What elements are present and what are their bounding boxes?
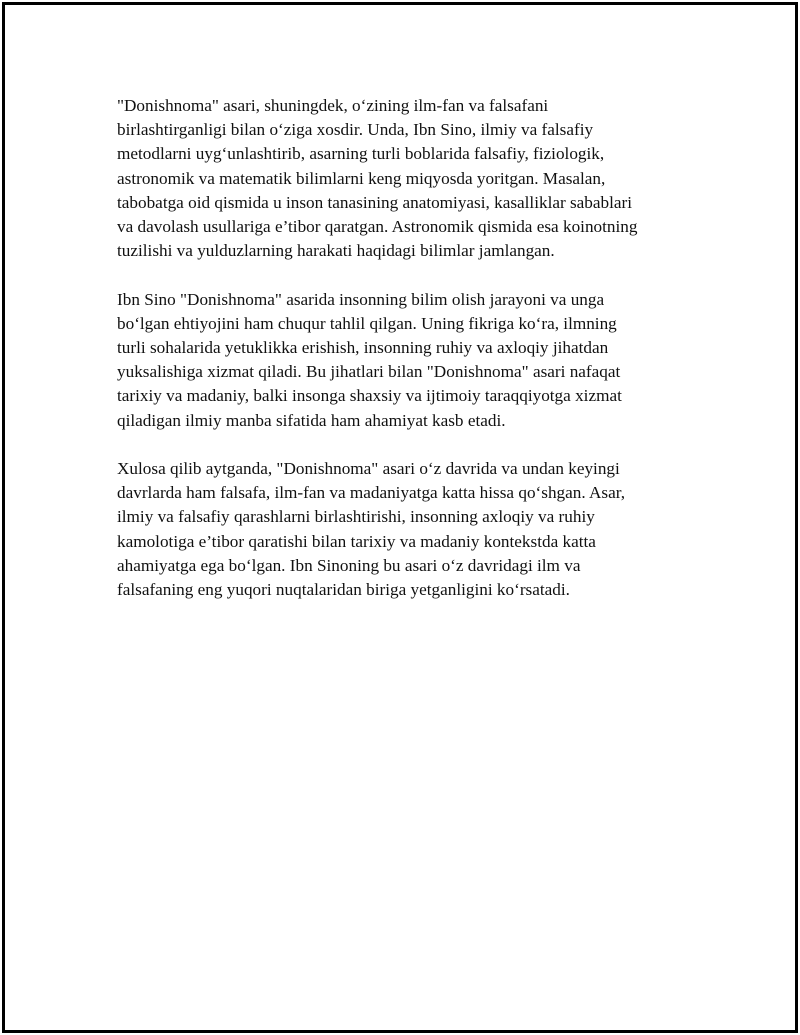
document-body bbox=[117, 94, 687, 626]
text-line: yuksalishiga xizmat qiladi. Bu jihatlari bilan "Donishnoma" asari nafaqat bbox=[117, 362, 621, 382]
text-line: kamolotiga e’tibor qaratishi bilan tarixiy va madaniy kontekstda katta bbox=[117, 531, 596, 551]
text-line: Xulosa qilib aytganda, "Donishnoma" asari o‘z davrida va undan keyingi bbox=[117, 459, 620, 479]
text-line: davrlarda ham falsafa, ilm-fan va madaniyatga katta hissa qo‘shgan. Asar, bbox=[117, 483, 626, 503]
text-line: ilmiy va falsafiy qarashlarni birlashtirishi, insonning axloqiy va ruhiy bbox=[117, 507, 595, 527]
text-line: tabobatga oid qismida u inson tanasining anatomiyasi, kasalliklar sabablari bbox=[117, 192, 633, 212]
paragraph-3 bbox=[117, 457, 687, 602]
text-line: ahamiyatga ega bo‘lgan. Ibn Sinoning bu asari o‘z davridagi ilm va bbox=[117, 555, 581, 575]
text-line: metodlarni uyg‘unlashtirib, asarning turli boblarida falsafiy, fiziologik, bbox=[117, 144, 605, 164]
text-line: falsafaning eng yuqori nuqtalaridan biriga yetganligini ko‘rsatadi. bbox=[117, 580, 570, 600]
paragraph-1 bbox=[117, 94, 687, 263]
text-line: Ibn Sino "Donishnoma" asarida insonning bilim olish jarayoni va unga bbox=[117, 289, 605, 309]
text-line: birlashtirganligi bilan o‘ziga xosdir. Unda, Ibn Sino, ilmiy va falsafiy bbox=[117, 120, 594, 140]
text-line: qiladigan ilmiy manba sifatida ham ahamiyat kasb etadi. bbox=[117, 410, 506, 430]
text-line: bo‘lgan ehtiyojini ham chuqur tahlil qilgan. Uning fikriga ko‘ra, ilmning bbox=[117, 313, 617, 333]
text-line: astronomik va matematik bilimlarni keng miqyosda yoritgan. Masalan, bbox=[117, 168, 606, 188]
text-line: tuzilishi va yulduzlarning harakati haqidagi bilimlar jamlangan. bbox=[117, 241, 555, 261]
text-line: tarixiy va madaniy, balki insonga shaxsiy va ijtimoiy taraqqiyotga xizmat bbox=[117, 386, 622, 406]
text-line: turli sohalarida yetuklikka erishish, insonning ruhiy va axloqiy jihatdan bbox=[117, 338, 609, 358]
paragraph-2 bbox=[117, 288, 687, 433]
text-line: "Donishnoma" asari, shuningdek, o‘zining ilm-fan va falsafani bbox=[117, 96, 549, 115]
text-line: va davolash usullariga e’tibor qaratgan. Astronomik qismida esa koinotning bbox=[117, 217, 638, 237]
